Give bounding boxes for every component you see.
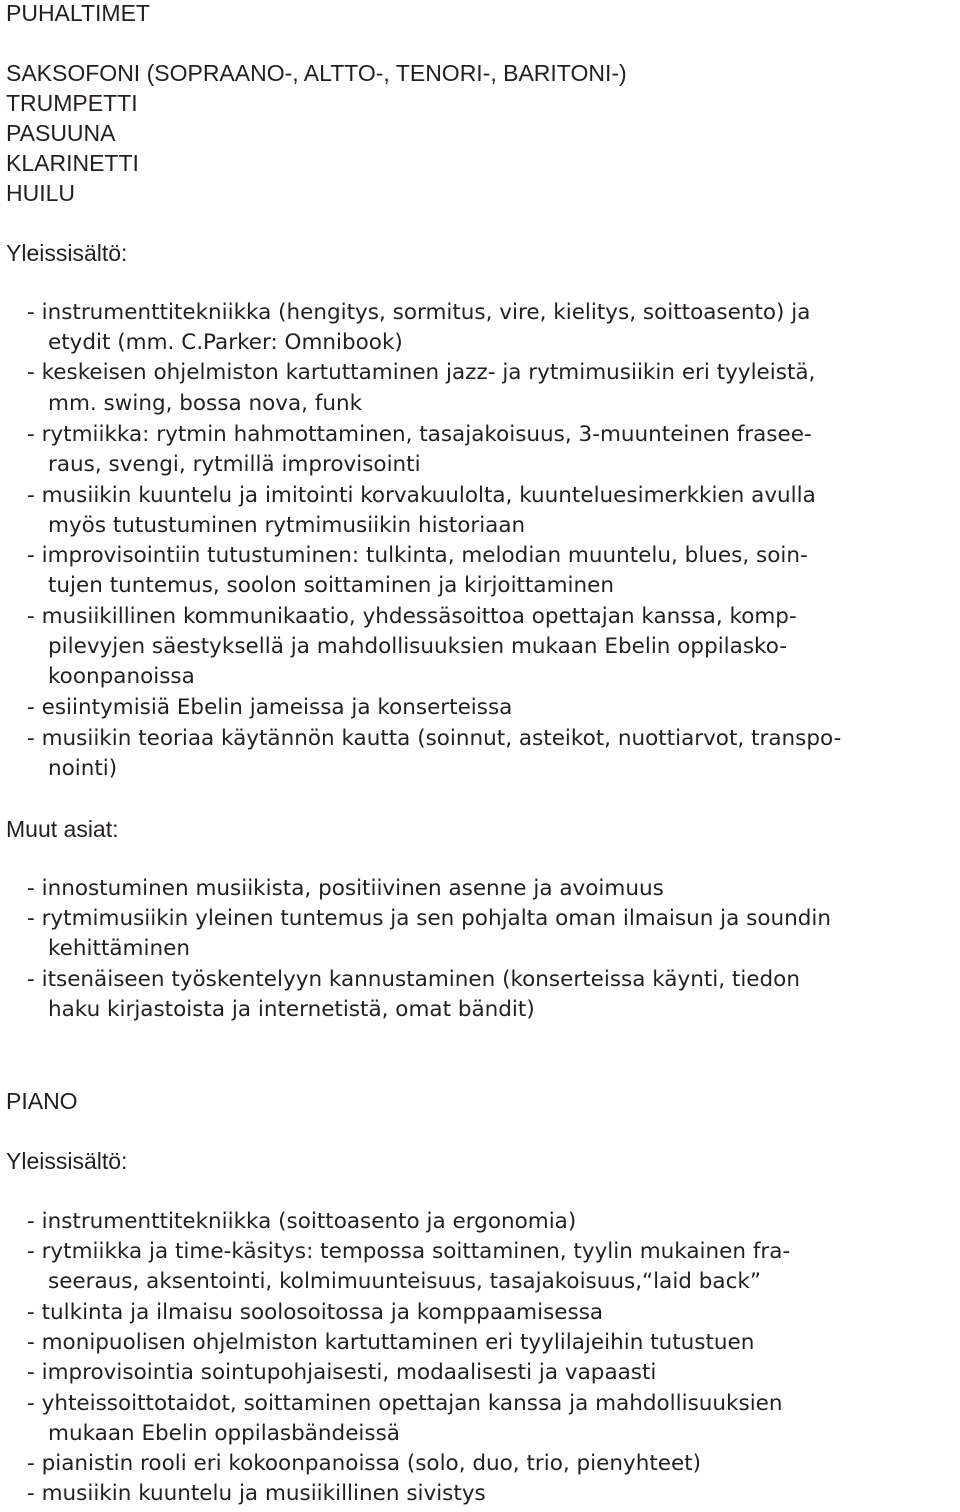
instrument-saksofoni: SAKSOFONI (SOPRAANO-, ALTTO-, TENORI-, BARITONI-)	[6, 60, 627, 86]
list-item-continuation: etydit (mm. C.Parker: Omnibook)	[48, 330, 403, 355]
other-heading-puhaltimet: Muut asiat:	[6, 816, 119, 842]
list-item: - improvisointia sointupohjaisesti, modaalisesti ja vapaasti	[27, 1360, 657, 1385]
list-item: - innostuminen musiikista, positiivinen asenne ja avoimuus	[27, 876, 664, 901]
list-item: - itsenäiseen työskentelyyn kannustaminen (konserteissa käynti, tiedon	[27, 967, 800, 992]
list-item-continuation: myös tutustuminen rytmimusiikin historiaan	[48, 513, 526, 538]
list-item: - monipuolisen ohjelmiston kartuttaminen eri tyylilajeihin tutustuen	[27, 1330, 755, 1355]
list-item: - improvisointiin tutustuminen: tulkinta, melodian muuntelu, blues, soin-	[27, 543, 808, 568]
list-item: - yhteissoittotaidot, soittaminen opettajan kanssa ja mahdollisuuksien	[27, 1391, 783, 1416]
list-item: - instrumenttitekniikka (soittoasento ja ergonomia)	[27, 1209, 577, 1234]
list-item: - musiikin teoriaa käytännön kautta (soinnut, asteikot, nuottiarvot, transpo-	[27, 726, 842, 751]
list-item-continuation: mm. swing, bossa nova, funk	[48, 391, 363, 416]
content-heading-piano: Yleissisältö:	[6, 1148, 128, 1174]
list-item: - pianistin rooli eri kokoonpanoissa (solo, duo, trio, pienyhteet)	[27, 1451, 702, 1476]
list-item: - musiikin kuuntelu ja musiikillinen sivistys	[27, 1481, 486, 1506]
list-item: - rytmiikka: rytmin hahmottaminen, tasajakoisuus, 3-muunteinen fraseе-	[27, 422, 812, 447]
list-item-continuation: seeraus, aksentointi, kolmimuunteisuus, tasajakoisuus,“laid back”	[48, 1269, 762, 1294]
list-item: - instrumenttitekniikka (hengitys, sormitus, vire, kielitys, soittoasento) ja	[27, 300, 811, 325]
instrument-huilu: HUILU	[6, 180, 76, 206]
list-item-continuation: pilevyjen säestyksellä ja mahdollisuuksien mukaan Ebelin oppilasko-	[48, 634, 788, 659]
list-item-continuation: tujen tuntemus, soolon soittaminen ja kirjoittaminen	[48, 573, 614, 598]
section-title-piano: PIANO	[6, 1088, 78, 1114]
content-heading-puhaltimet: Yleissisältö:	[6, 240, 128, 266]
instrument-trumpetti: TRUMPETTI	[6, 90, 138, 116]
list-item: - rytmiikka ja time-käsitys: tempossa soittaminen, tyylin mukainen fra-	[27, 1239, 791, 1264]
list-item: - esiintymisiä Ebelin jameissa ja konserteissa	[27, 695, 513, 720]
instrument-pasuuna: PASUUNA	[6, 120, 116, 146]
list-item-continuation: nointi)	[48, 756, 118, 781]
list-item: - tulkinta ja ilmaisu soolosoitossa ja komppaamisessa	[27, 1300, 604, 1325]
list-item: - musiikin kuuntelu ja imitointi korvakuulolta, kuunteluesimerkkien avulla	[27, 483, 816, 508]
list-item-continuation: koonpanoissa	[48, 664, 195, 689]
list-item: - keskeisen ohjelmiston kartuttaminen jazz- ja rytmimusiikin eri tyyleistä,	[27, 360, 816, 385]
list-item-continuation: mukaan Ebelin oppilasbändeissä	[48, 1421, 400, 1446]
list-item-continuation: haku kirjastoista ja internetistä, omat bändit)	[48, 997, 535, 1022]
list-item-continuation: kehittäminen	[48, 936, 190, 961]
section-title-puhaltimet: PUHALTIMET	[6, 0, 150, 26]
list-item-continuation: raus, svengi, rytmillä improvisointi	[48, 452, 421, 477]
list-item: - musiikillinen kommunikaatio, yhdessäsoittoa opettajan kanssa, komp-	[27, 604, 797, 629]
list-item: - rytmimusiikin yleinen tuntemus ja sen pohjalta oman ilmaisun ja soundin	[27, 906, 832, 931]
instrument-klarinetti: KLARINETTI	[6, 150, 139, 176]
